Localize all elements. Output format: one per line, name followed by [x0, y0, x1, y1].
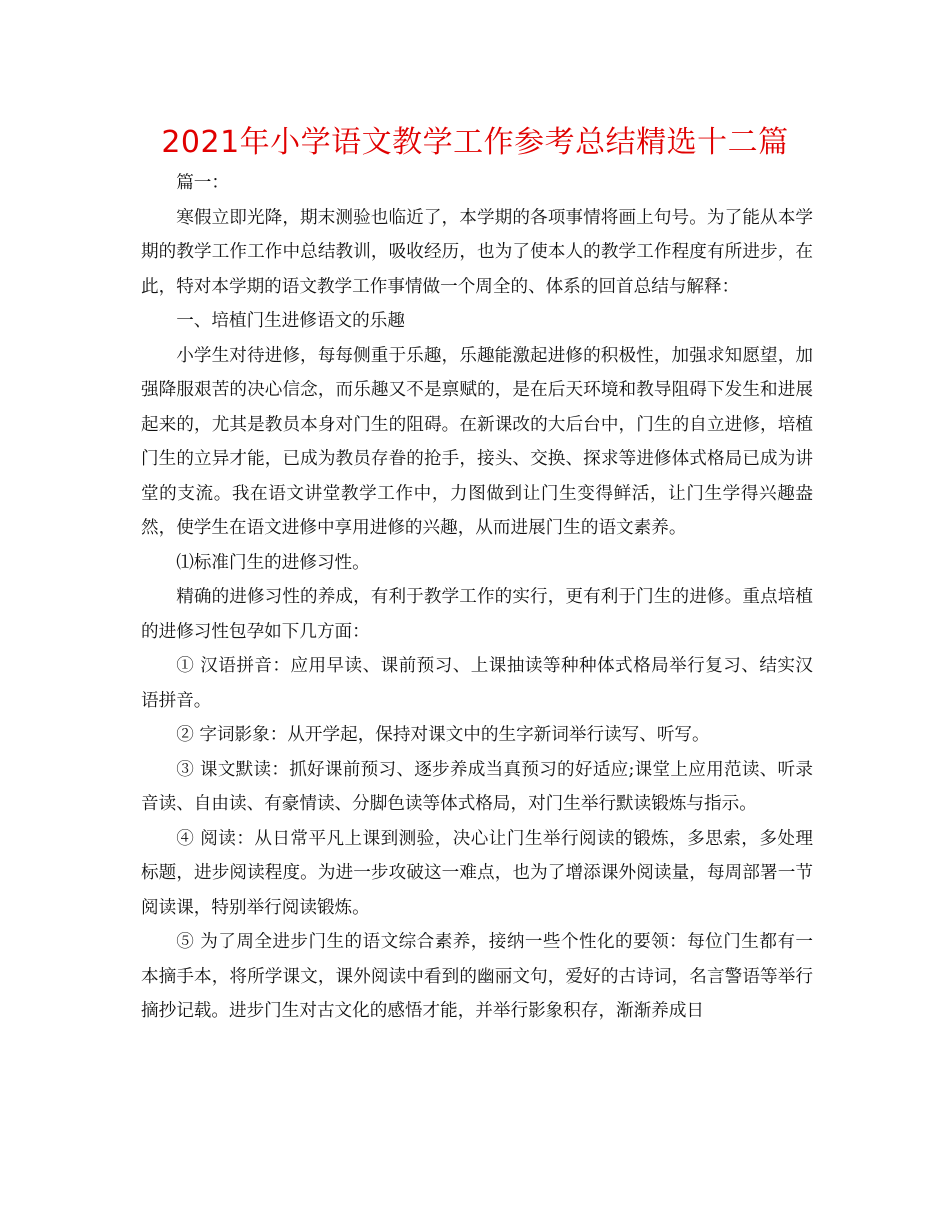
document-body	[141, 166, 813, 1029]
list-item-reading: ④ 阅读：从日常平凡上课到测验，决心让门生举行阅读的锻炼，多思索，多处理标题，进步阅读程度。为进一步攻破这一难点，也为了增添课外阅读量，每周部署一节阅读课，特别举行阅读锻炼。	[141, 828, 813, 918]
paragraph-intro: 寒假立即光降，期末测验也临近了，本学期的各项事情将画上句号。为了能从本学期的教学工作工作中总结教训，吸收经历，也为了使本人的教学工作程度有所进步，在此，特对本学期的语文教学工作事情做一个周全的、体系的回首总结与解释：	[141, 207, 813, 297]
list-item-pinyin: ① 汉语拼音：应用早读、课前预习、上课抽读等种种体式格局举行复习、结实汉语拼音。	[141, 656, 813, 711]
document-title: 2021年小学语文教学工作参考总结精选十二篇	[161, 125, 789, 160]
heading-habits: ⑴标准门生的进修习性。	[176, 552, 370, 573]
list-item-vocabulary: ② 字词影象：从开学起，保持对课文中的生字新词举行读写、听写。	[176, 725, 710, 745]
paragraph-interest: 小学生对待进修，每每侧重于乐趣，乐趣能激起进修的积极性，加强求知愿望，加强降服艰苦的决心信念，而乐趣又不是禀赋的，是在后天环境和教导阻碍下发生和进展起来的，尤其是教员本身对门生的阻碍。在新课改的大后台中，门生的自立进修，培植门生的立异才能，已成为教员存眷的抢手，接头、交换、探求等进修体式格局已成为讲堂的支流。我在语文讲堂教学工作中，力图做到让门生变得鲜活，让门生学得兴趣盎然，使学生在语文进修中享用进修的兴趣，从而进展门生的语文素养。	[141, 345, 813, 538]
heading-interest: 一、培植门生进修语文的乐趣	[176, 311, 405, 331]
paragraph-section-label: 篇一：	[176, 173, 229, 193]
paragraph-habits: 精确的进修习性的养成，有利于教学工作的实行，更有利于门生的进修。重点培植的进修习性包孕如下几方面：	[141, 587, 813, 642]
list-item-reading-aloud: ③ 课文默读：抓好课前预习、逐步养成当真预习的好适应;课堂上应用范读、听录音读、自由读、有豪情读、分脚色读等体式格局，对门生举行默读锻炼与指示。	[141, 759, 813, 814]
list-item-literacy: ⑤ 为了周全进步门生的语文综合素养，接纳一些个性化的要领：每位门生都有一本摘手本，将所学课文，课外阅读中看到的幽丽文句，爱好的古诗词，名言警语等举行摘抄记载。进步门生对古文化的感悟才能，并举行影象积存，渐渐养成日	[141, 932, 813, 1021]
